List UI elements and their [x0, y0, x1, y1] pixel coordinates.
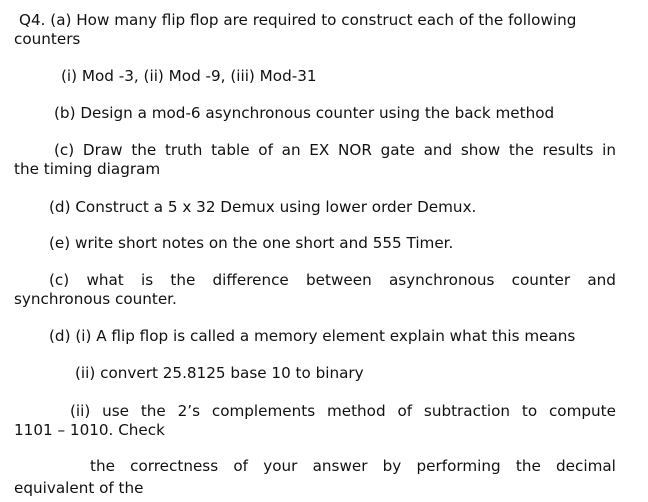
word: 2’s [177, 402, 201, 420]
question-d2-iii-line-2: 1101 – 1010. Check [14, 421, 165, 439]
word: the [515, 457, 541, 475]
word: results [542, 141, 594, 159]
word: of [233, 457, 248, 475]
word: (ii) [70, 402, 91, 420]
question-d2-iii-line-1 [70, 402, 616, 420]
question-c1-line-1 [54, 141, 616, 159]
question-c2-line-2: synchronous counter. [14, 290, 177, 308]
word: the [508, 141, 534, 159]
word: asynchronous [388, 271, 495, 289]
question-e: (e) write short notes on the one short and 555 Timer. [49, 234, 454, 252]
word: show [460, 141, 501, 159]
question-d2-ii: (ii) convert 25.8125 base 10 to binary [75, 364, 364, 382]
word: method [326, 402, 386, 420]
word: compute [548, 402, 616, 420]
word: the [140, 402, 166, 420]
word: to [521, 402, 538, 420]
word: in [602, 141, 616, 159]
question-a-items: (i) Mod -3, (ii) Mod -9, (iii) Mod-31 [61, 67, 317, 85]
word: use [102, 402, 130, 420]
question-c2-line-1 [49, 271, 616, 289]
word: complements [211, 402, 316, 420]
word: of [397, 402, 413, 420]
word: difference [212, 271, 289, 289]
word: the [90, 457, 115, 475]
word: performing [416, 457, 501, 475]
word: of [258, 141, 273, 159]
word: gate [380, 141, 415, 159]
word: correctness [130, 457, 219, 475]
word: (c) [49, 271, 70, 289]
word: an [281, 141, 301, 159]
word: Draw [82, 141, 123, 159]
word: and [587, 271, 616, 289]
question-d2-iv-line-1-text [90, 457, 616, 475]
question-d2-iv-line-1 [90, 457, 616, 475]
word: and [423, 141, 453, 159]
word: your [263, 457, 298, 475]
word: the [170, 271, 196, 289]
question-d2-i: (d) (i) A flip flop is called a memory element explain what this means [49, 327, 576, 345]
word: by [382, 457, 402, 475]
question-a-line-2: counters [14, 30, 81, 48]
question-a-line-1: Q4. (a) How many flip flop are required to construct each of the following [19, 11, 577, 29]
question-b: (b) Design a mod-6 asynchronous counter using the back method [54, 104, 555, 122]
question-d2-iv-line-2: equivalent of the [14, 479, 144, 497]
word: counter [511, 271, 571, 289]
word: NOR [338, 141, 372, 159]
word: is [140, 271, 154, 289]
word: EX [309, 141, 330, 159]
question-c1-line-2: the timing diagram [14, 160, 161, 178]
word: answer [312, 457, 368, 475]
word: table [211, 141, 250, 159]
word: decimal [556, 457, 616, 475]
question-c2-line-1-text [49, 271, 616, 289]
word: between [306, 271, 372, 289]
question-d1: (d) Construct a 5 x 32 Demux using lower order Demux. [49, 198, 477, 216]
word: the [131, 141, 157, 159]
word: subtraction [423, 402, 511, 420]
word: (c) [54, 141, 75, 159]
word: what [86, 271, 124, 289]
question-c1-line-1-text [54, 141, 616, 159]
question-d2-iii-line-1-text [70, 402, 616, 420]
word: truth [164, 141, 203, 159]
